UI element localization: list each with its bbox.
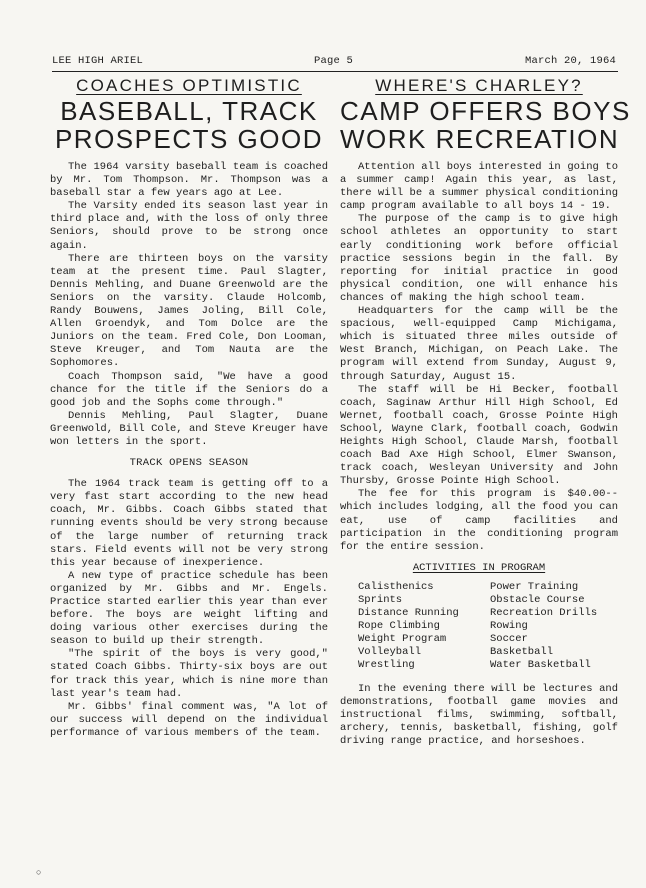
paragraph: Coach Thompson said, "We have a good chance for the title if the Seniors do a good job and the Sophs come through." (50, 370, 328, 409)
activity-item: Wrestling (358, 659, 415, 672)
activity-item: Weight Program (358, 633, 447, 646)
track-subhead: TRACK OPENS SEASON (129, 457, 249, 470)
left-article (50, 76, 328, 740)
right-headline (340, 96, 631, 154)
paragraph: The Varsity ended its season last year in third place and, with the loss of only three Seniors, should prove to be strong once again. (50, 200, 328, 252)
right-headline-line-1: CAMP OFFERS BOYS (340, 96, 631, 126)
paragraph: "The spirit of the boys is very good," stated Coach Gibbs. Thirty-six boys are out for track this year, which is nine more than last year's team had. (50, 648, 328, 700)
right-article (340, 76, 631, 748)
activity-item: Rope Climbing (358, 620, 440, 633)
paragraph: A new type of practice schedule has been organized by Mr. Gibbs and Mr. Engels. Practice started earlier this year than ever before. The boys are weight lifting and doing various other exercises during the season to build up their strength. (50, 569, 328, 648)
left-headline (50, 97, 328, 153)
header-rule (52, 71, 618, 72)
paragraph: The 1964 track team is getting off to a very fast start according to the new head coach, Mr. Gibbs. Coach Gibbs stated that running events should be very strong because of the large number of returning track stars. Field events will not be very strong this year because of inexperience. (50, 478, 328, 569)
activity-item: Recreation Drills (490, 607, 598, 620)
page-number: Page 5 (314, 55, 354, 67)
activity-item: Soccer (490, 633, 528, 646)
right-headline-line-2: WORK RECREATION (340, 124, 620, 154)
paragraph: There are thirteen boys on the varsity team at the present time. Paul Slagter, Dennis Mehling, and Duane Greenwold are the Seniors on the varsity. Claude Holcomb, Randy Bouwens, James Joling, Bill Cole, Allen Groendyk, and Tom Dolce are the Juniors on the team. Fred Cole, Don Looman, Steve Kreuger, and Tom Nauta are the Sophomores. (50, 252, 328, 370)
paragraph: Headquarters for the camp will be the spacious, well-equipped Camp Michigama, which is situated three miles outside of West Branch, Michigan, on Peach Lake. The program will extend from Sunday, August 9, through Saturday, August 15. (340, 305, 618, 383)
left-kicker: COACHES OPTIMISTIC (76, 76, 302, 95)
left-headline-line-2: PROSPECTS GOOD (54, 124, 324, 154)
activity-item: Volleyball (358, 646, 422, 659)
activity-item: Calisthenics (358, 580, 434, 593)
activities-title: ACTIVITIES IN PROGRAM (412, 561, 546, 574)
paragraph: Dennis Mehling, Paul Slagter, Duane Greenwold, Bill Cole, and Steve Kreuger have won letters in the sport. (50, 409, 328, 448)
activity-item: Power Training (490, 580, 579, 593)
paragraph: The staff will be Hi Becker, football coach, Saginaw Arthur Hill High School, Ed Wernet, football coach, Grosse Pointe High School, Wayne Clark, football coach, Godwin Heights High School, Claude Marsh, football coach Bad Axe High School, Elmer Swanson, track coach, Wesleyan University and John Thursby, Grosse Pointe High School. (340, 383, 618, 488)
paper-name: LEE HIGH ARIEL (52, 55, 144, 67)
activity-item: Basketball (490, 646, 554, 659)
activity-item: Distance Running (358, 607, 459, 620)
right-kicker: WHERE'S CHARLEY? (375, 76, 583, 95)
paragraph: The purpose of the camp is to give high school athletes an opportunity to start early conditioning work before official practice sessions begin in the fall. By reporting for initial practice in good physical condition, one will enhance his chances of making the high school team. (340, 213, 618, 304)
activity-item: Obstacle Course (490, 594, 585, 606)
activity-item: Sprints (358, 594, 403, 606)
activity-item: Rowing (490, 620, 528, 633)
paragraph: The 1964 varsity baseball team is coached by Mr. Tom Thompson. Mr. Thompson was a baseball star a few years ago at Lee. (50, 161, 328, 200)
issue-date: March 20, 1964 (524, 55, 616, 67)
activities-list (340, 581, 618, 673)
paragraph: In the evening there will be lectures and demonstrations, football game movies and instructional films, swimming, softball, archery, tennis, basketball, fishing, golf driving range practice, and horseshoes. (340, 682, 618, 747)
right-article-body (340, 161, 618, 748)
page-header (52, 55, 616, 71)
paragraph: The fee for this program is $40.00-- which includes lodging, all the food you can eat, use of camp facilities and participation in the conditioning program for the entire session. (340, 488, 618, 553)
activity-item: Water Basketball (490, 659, 591, 672)
paragraph: Attention all boys interested in going to a summer camp! Again this year, as last, there will be a summer physical conditioning camp program available to all boys 14 - 19. (340, 161, 618, 213)
corner-mark: ○ (36, 868, 42, 878)
left-headline-line-1: BASEBALL, TRACK (60, 96, 318, 126)
left-article-body (50, 161, 328, 740)
paragraph: Mr. Gibbs' final comment was, "A lot of our success will depend on the individual performance of various members of the team. (50, 700, 328, 739)
